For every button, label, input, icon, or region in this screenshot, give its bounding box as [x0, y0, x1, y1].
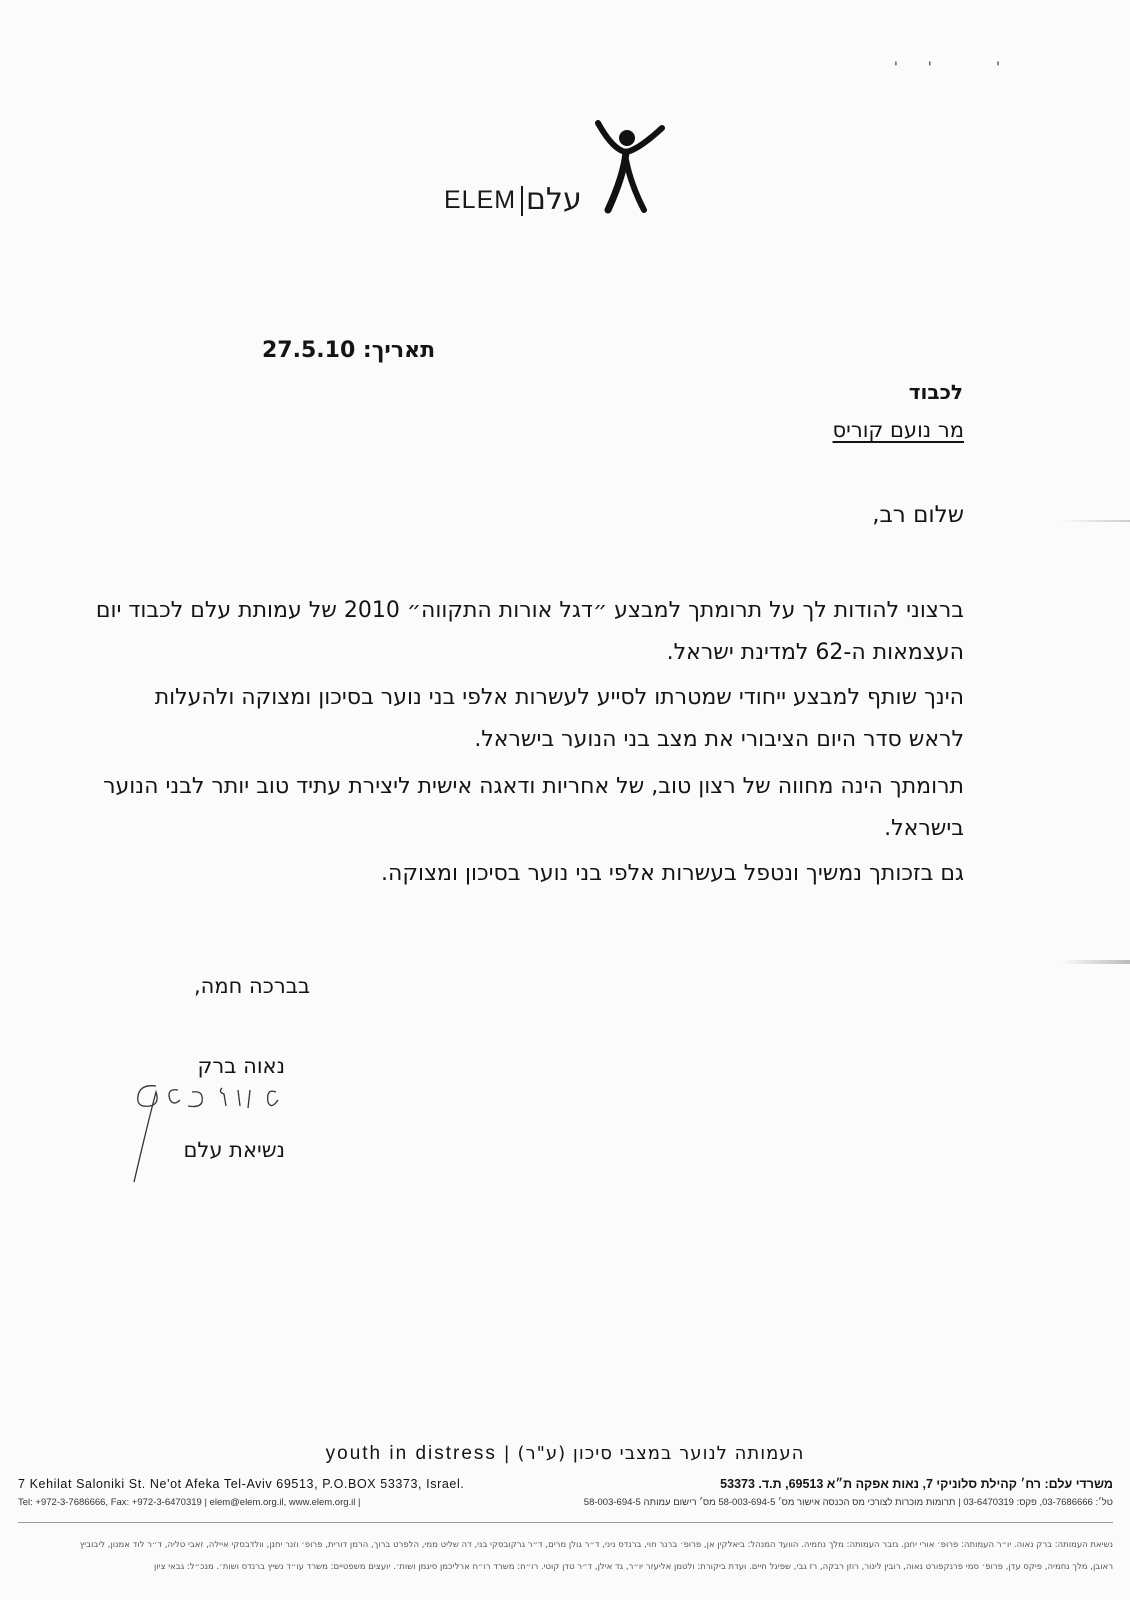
footer-address	[18, 1477, 1113, 1491]
logo-english-text: ELEM	[444, 186, 517, 214]
body-paragraph: גם בזכותך נמשיך ונטפל בעשרות אלפי בני נוער בסיכון ומצוקה.	[381, 861, 964, 886]
logo-divider	[521, 186, 523, 216]
handwritten-signature	[126, 1082, 286, 1192]
footer-address-hebrew: משרדי עלם: רח׳ קהילת סלוניקי 7, נאות אפקה ת״א 69513, ת.ד. 53373	[720, 1477, 1113, 1491]
footer-tagline-english: youth in distress	[325, 1443, 497, 1464]
footer-tagline-hebrew: העמותה לנוער במצבי סיכון (ע"ר) |	[503, 1443, 805, 1464]
greeting: שלום רב,	[872, 502, 964, 528]
board-members-line: ראובן, מלך נחמיה, פיקס עדן, פרופ׳ סמי פרנקפורט נאוה, רובין לינור, רוזן רבקה, רז גבי, שפיגל חיים. ועדת ביקורת: ולטמן אליעזר יו״ר, גד אילן, ד״ר טדן קוטי. רו״ח: משרד רו״ח ארליכמן סיגמן ושות׳. יועצים משפטיים: משרד עו״ד נשיץ ברנדס ושות׳. מנכ״ל: גבאי ציון	[153, 1562, 1113, 1572]
corner-marks: '' '	[894, 60, 1030, 76]
footer-tagline	[0, 1443, 1130, 1465]
footer-contact-hebrew: טל׳: 03-7686666, פקס: 03-6470319 | תרומות מוכרות לצורכי מס הכנסה אישור מס׳ 58-003-694-5 מס׳ רישום עמותה 58-003-694-5	[583, 1497, 1113, 1508]
signer-title: נשיאת עלם	[183, 1138, 285, 1162]
footer-contact-english: Tel: +972-3-7686666, Fax: +972-3-6470319 | elem@elem.org.il, www.elem.org.il |	[18, 1497, 361, 1508]
body-paragraph: תרומתך הינה מחווה של רצון טוב, של אחריות ודאגה אישית ליצירת עתיד טוב יותר לבני הנוער בישראל.	[103, 774, 964, 841]
body-paragraph: הינך שותף למבצע ייחודי שמטרתו לסייע לעשרות אלפי בני נוער בסיכון ומצוקה ולהעלות לראש סדר היום הציבורי את מצב בני הנוער בישראל.	[154, 685, 964, 752]
scan-edge-mark	[1060, 960, 1130, 964]
logo-hebrew-text: עלם	[526, 182, 582, 217]
recipient-name: מר נועם קוריס	[832, 418, 964, 442]
footer-contact	[18, 1497, 1113, 1508]
body-paragraph: ברצוני להודות לך על תרומתך למבצע ״דגל אורות התקווה״ 2010 של עמותת עלם לכבוד יום העצמאות ה-62 למדינת ישראל.	[95, 598, 964, 665]
footer-address-english: 7 Kehilat Saloniki St. Ne'ot Afeka Tel-Aviv 69513, P.O.BOX 53373, Israel.	[18, 1477, 465, 1491]
date-line: תאריך: 27.5.10	[262, 338, 436, 363]
scan-edge-mark	[1060, 520, 1130, 522]
signer-name: נאוה ברק	[197, 1054, 285, 1078]
footer-divider	[18, 1522, 1113, 1523]
to-label: לכבוד	[908, 380, 963, 404]
closing: בברכה חמה,	[193, 974, 310, 998]
board-members-line: נשיאת העמותה: ברק נאוה. יו״ר העמותה: פרופ׳ אורי יחנן. גזבר העמותה: מלך נחמיה. הוועד המנהל: ביאלקין אן, פרופ׳ ברנר חוי, ברנדס ניני, ד״ר גולן מרים, ד״ר גרקובסקי בני, דה שליט ממי, הלפרט ברוך, הרמן דורית, פרופ׳ וזנר יחנן, וולדבסקי איילה, זאבי טליה, ד״ר לוד אמנון, ליבוביץ	[79, 1540, 1113, 1550]
